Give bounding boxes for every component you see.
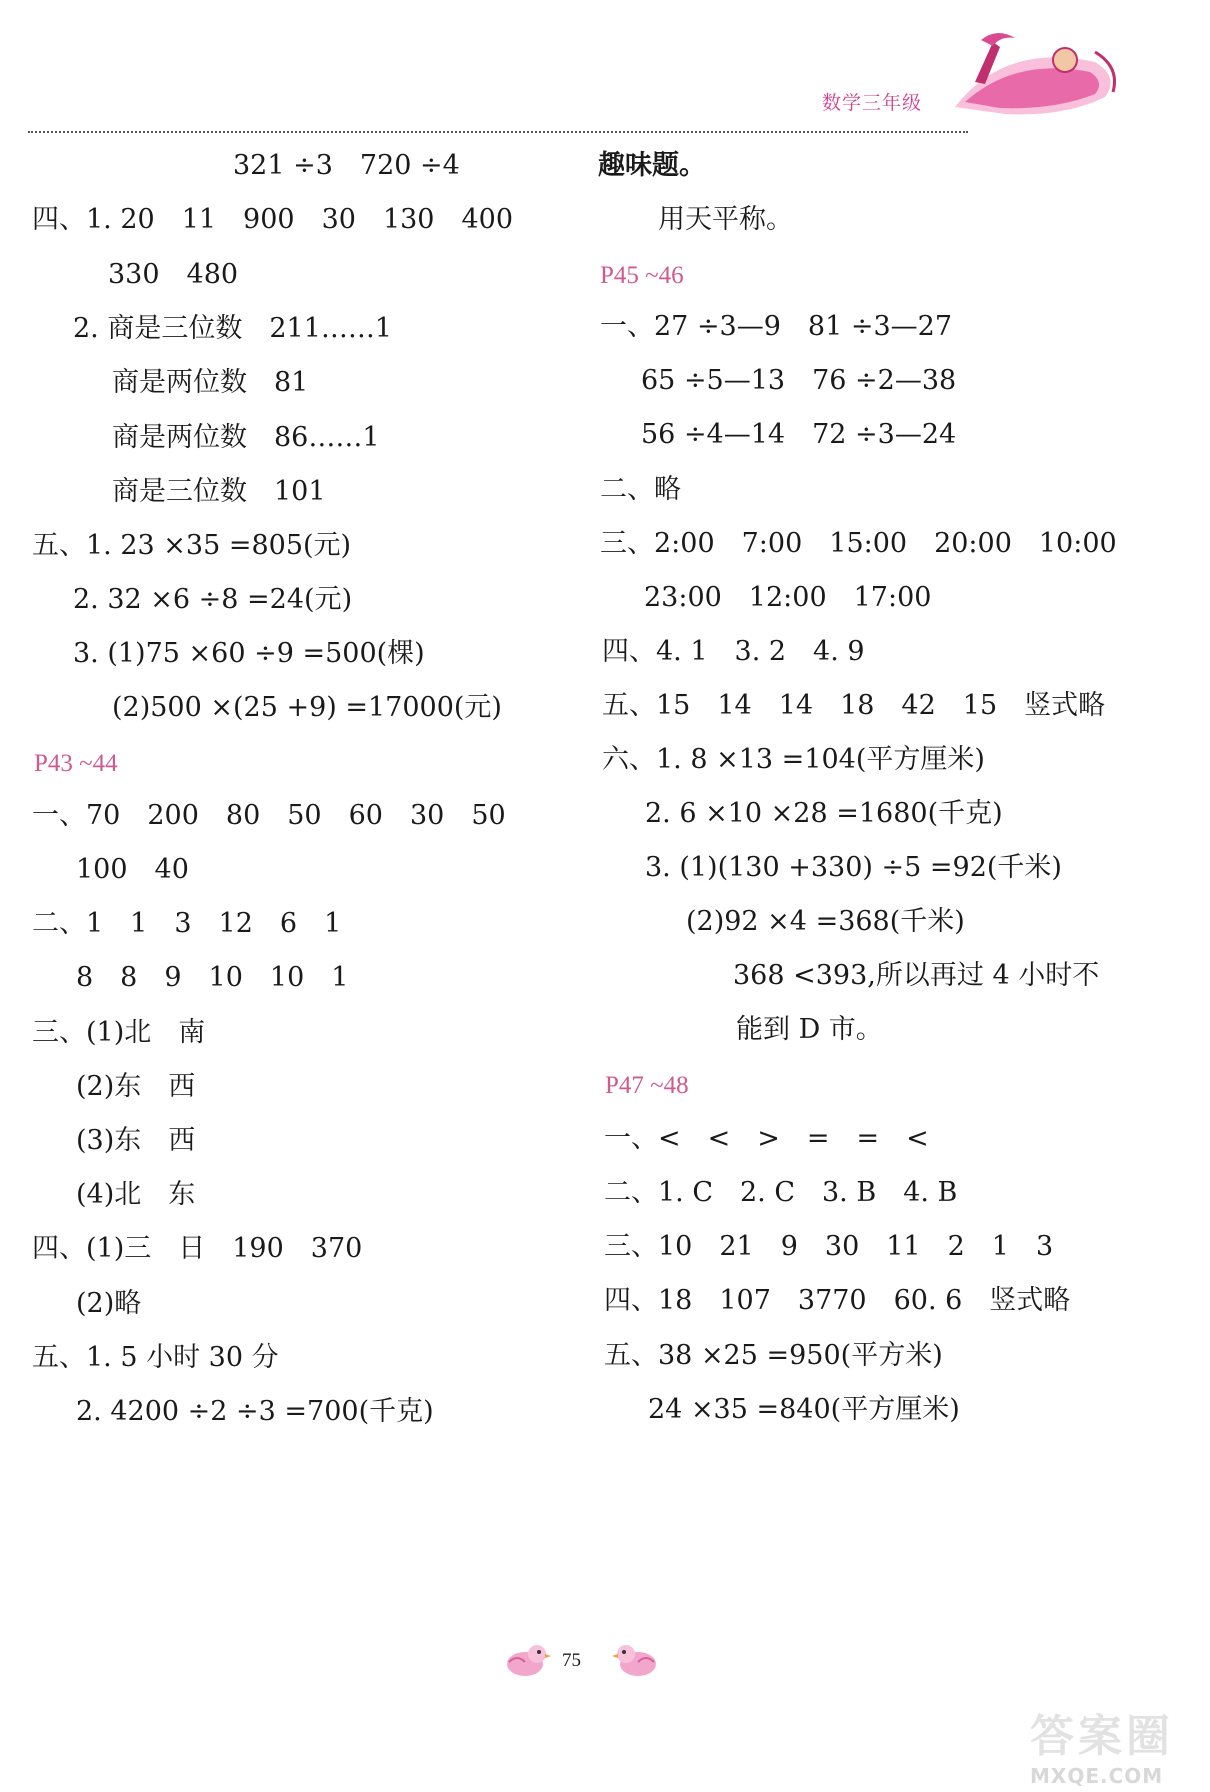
line-l10: (2)500 ×(25 +9) =17000(元)	[112, 692, 502, 723]
line-r0: 趣味题。	[598, 150, 706, 181]
line-r22: 五、38 ×25 =950(平方米)	[604, 1340, 943, 1371]
line-l21: (2)略	[76, 1288, 142, 1319]
header-subject: 数学三年级	[822, 92, 923, 114]
line-r1: 用天平称。	[658, 204, 793, 235]
line-r19: 二、1. C 2. C 3. B 4. B	[604, 1177, 958, 1208]
line-r4: 65 ÷5—13 76 ÷2—38	[641, 365, 957, 396]
line-l1: 四、1. 20 11 900 30 130 400	[32, 204, 514, 235]
line-r16: 能到 D 市。	[736, 1014, 883, 1045]
line-r11: 六、1. 8 ×13 =104(平方厘米)	[602, 744, 985, 775]
header-decoration-icon	[945, 22, 1125, 122]
line-l20: 四、(1)三 日 190 370	[32, 1233, 363, 1264]
line-r13: 3. (1)(130 +330) ÷5 =92(千米)	[645, 852, 1062, 883]
header-divider	[28, 131, 968, 133]
line-l6: 商是三位数 101	[112, 476, 326, 507]
line-l9: 3. (1)75 ×60 ÷9 =500(棵)	[73, 638, 425, 669]
line-r21: 四、18 107 3770 60. 6 竖式略	[604, 1285, 1071, 1316]
line-r5: 56 ÷4—14 72 ÷3—24	[641, 419, 957, 450]
line-r3: 一、27 ÷3—9 81 ÷3—27	[600, 311, 953, 342]
line-r14: (2)92 ×4 =368(千米)	[686, 906, 965, 937]
line-r9: 四、4. 1 3. 2 4. 9	[602, 636, 865, 667]
line-l8: 2. 32 ×6 ÷8 =24(元)	[73, 584, 353, 615]
line-l14: 二、1 1 3 12 6 1	[32, 908, 342, 939]
line-l2: 330 480	[108, 259, 239, 290]
line-r6: 二、略	[600, 474, 681, 505]
line-l12: 一、70 200 80 50 60 30 50	[32, 800, 506, 831]
watermark	[1030, 1700, 1174, 1788]
line-l16: 三、(1)北 南	[32, 1017, 206, 1048]
line-l7: 五、1. 23 ×35 =805(元)	[32, 530, 352, 561]
line-r15: 368 <393,所以再过 4 小时不	[733, 960, 1100, 991]
line-l19: (4)北 东	[76, 1179, 196, 1210]
line-l4: 商是两位数 81	[112, 367, 309, 398]
watermark-url: MXQE.COM	[1030, 1764, 1164, 1788]
line-l5: 商是两位数 86……1	[112, 422, 380, 453]
line-l22: 五、1. 5 小时 30 分	[32, 1342, 279, 1373]
line-r10: 五、15 14 14 18 42 15 竖式略	[602, 690, 1106, 721]
line-r8: 23:00 12:00 17:00	[644, 582, 932, 613]
section-heading-p47: P47 ~48	[605, 1072, 689, 1099]
line-l23: 2. 4200 ÷2 ÷3 =700(千克)	[76, 1396, 434, 1427]
watermark-logo: 答案圈	[1030, 1711, 1174, 1762]
line-l18: (3)东 西	[76, 1125, 196, 1156]
line-l3: 2. 商是三位数 211……1	[73, 313, 393, 344]
section-heading-p43: P43 ~44	[34, 750, 118, 777]
line-r7: 三、2:00 7:00 15:00 20:00 10:00	[600, 528, 1117, 559]
line-l15: 8 8 9 10 10 1	[76, 962, 349, 993]
line-l0: 321 ÷3 720 ÷4	[233, 150, 460, 181]
line-r23: 24 ×35 =840(平方厘米)	[648, 1394, 960, 1425]
section-heading-p45: P45 ~46	[600, 262, 684, 289]
page-number: 75	[562, 1650, 581, 1671]
bird-left-icon	[503, 1640, 551, 1680]
line-l13: 100 40	[76, 854, 189, 885]
line-r18: 一、< < > = = <	[604, 1123, 929, 1154]
line-r20: 三、10 21 9 30 11 2 1 3	[604, 1231, 1054, 1262]
line-l17: (2)东 西	[76, 1071, 196, 1102]
bird-right-icon	[612, 1640, 660, 1680]
line-r12: 2. 6 ×10 ×28 =1680(千克)	[645, 798, 1003, 829]
